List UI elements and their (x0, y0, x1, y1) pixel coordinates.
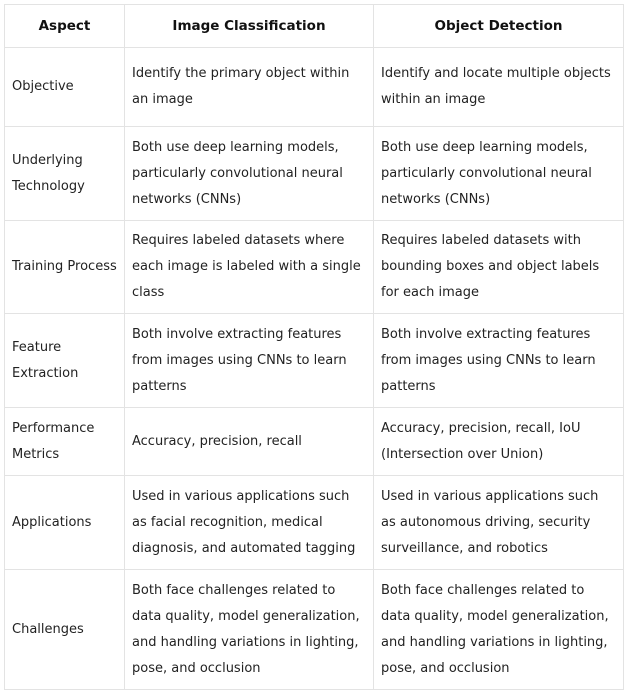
cell-classification: Both involve extracting features from images using CNNs to learn patterns (125, 314, 374, 408)
cell-detection: Both face challenges related to data quality, model generalization, and handling variations in lighting, pose, and occlusion (374, 570, 624, 690)
cell-classification: Requires labeled datasets where each image is labeled with a single class (125, 221, 374, 314)
header-image-classification: Image Classification (125, 5, 374, 48)
table-header-row (5, 5, 624, 48)
cell-detection: Requires labeled datasets with bounding boxes and object labels for each image (374, 221, 624, 314)
cell-aspect: Challenges (5, 570, 125, 690)
cell-detection: Both use deep learning models, particularly convolutional neural networks (CNNs) (374, 127, 624, 221)
cell-classification: Both use deep learning models, particularly convolutional neural networks (CNNs) (125, 127, 374, 221)
table-row (5, 570, 624, 690)
cell-classification: Accuracy, precision, recall (125, 408, 374, 476)
cell-classification: Both face challenges related to data quality, model generalization, and handling variations in lighting, pose, and occlusion (125, 570, 374, 690)
table-row (5, 48, 624, 127)
header-object-detection: Object Detection (374, 5, 624, 48)
cell-classification: Used in various applications such as facial recognition, medical diagnosis, and automated tagging (125, 476, 374, 570)
table-row (5, 221, 624, 314)
cell-classification: Identify the primary object within an image (125, 48, 374, 127)
table-row (5, 476, 624, 570)
cell-aspect: Feature Extraction (5, 314, 125, 408)
comparison-table (4, 4, 624, 690)
cell-aspect: Underlying Technology (5, 127, 125, 221)
header-aspect: Aspect (5, 5, 125, 48)
cell-aspect: Training Process (5, 221, 125, 314)
table-row (5, 314, 624, 408)
table-row (5, 408, 624, 476)
cell-detection: Accuracy, precision, recall, IoU (Intersection over Union) (374, 408, 624, 476)
cell-aspect: Performance Metrics (5, 408, 125, 476)
cell-aspect: Applications (5, 476, 125, 570)
cell-detection: Identify and locate multiple objects within an image (374, 48, 624, 127)
cell-aspect: Objective (5, 48, 125, 127)
cell-detection: Used in various applications such as autonomous driving, security surveillance, and robotics (374, 476, 624, 570)
cell-detection: Both involve extracting features from images using CNNs to learn patterns (374, 314, 624, 408)
comparison-table-container (4, 4, 623, 690)
table-row (5, 127, 624, 221)
